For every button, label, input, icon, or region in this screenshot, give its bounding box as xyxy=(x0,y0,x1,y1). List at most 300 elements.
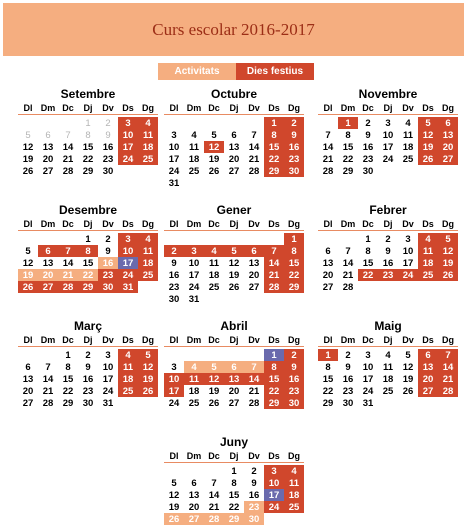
day-cell: 13 xyxy=(228,141,240,153)
day-cell: 23 xyxy=(168,281,180,293)
day-cell: 7 xyxy=(45,361,51,373)
day-cell: 28 xyxy=(58,281,78,293)
day-cell: 8 xyxy=(365,245,371,257)
day-cell: 14 xyxy=(208,489,220,501)
weekday-label: Dm xyxy=(340,103,356,113)
day-cell: 22 xyxy=(78,269,98,281)
month-5 xyxy=(318,202,458,293)
day-cell: 16 xyxy=(342,373,354,385)
day-cell: 23 xyxy=(284,385,304,397)
day-cell: 18 xyxy=(138,141,158,153)
day-cell: 31 xyxy=(102,397,114,409)
day-cell: 19 xyxy=(418,141,438,153)
day-cell: 11 xyxy=(184,373,204,385)
day-cell: 17 xyxy=(188,269,200,281)
month-title: Juny xyxy=(219,435,248,449)
day-cell: 23 xyxy=(244,501,264,513)
day-cell: 19 xyxy=(138,373,158,385)
day-cell: 3 xyxy=(118,117,138,129)
day-cell: 5 xyxy=(25,245,31,257)
day-cell: 16 xyxy=(82,373,94,385)
weekday-label: Dj xyxy=(229,451,239,461)
empty-cell xyxy=(184,465,204,477)
weekday-label: Dc xyxy=(62,219,74,229)
weekday-label: Dg xyxy=(142,219,154,229)
day-cell: 1 xyxy=(264,117,284,129)
weekday-label: Ds xyxy=(422,103,434,113)
empty-cell xyxy=(264,233,284,245)
tab-dies-festius[interactable]: Dies festius xyxy=(236,63,314,80)
weekday-label: Dj xyxy=(383,103,393,113)
day-cell: 18 xyxy=(138,257,158,269)
empty-cell xyxy=(338,233,358,245)
day-cell: 27 xyxy=(438,153,458,165)
day-cell: 17 xyxy=(118,257,138,269)
day-cell: 30 xyxy=(102,165,114,177)
weekday-label: Ds xyxy=(122,103,134,113)
day-cell: 26 xyxy=(18,281,38,293)
month-title: Abril xyxy=(220,319,248,333)
day-cell: 20 xyxy=(228,153,240,165)
weekday-label: Ds xyxy=(268,451,280,461)
day-cell: 15 xyxy=(228,489,240,501)
weekday-label: Dl xyxy=(323,335,333,345)
day-cell: 8 xyxy=(264,361,284,373)
day-cell: 30 xyxy=(98,281,118,293)
day-cell: 27 xyxy=(418,385,438,397)
day-cell: 10 xyxy=(188,257,200,269)
day-cell: 11 xyxy=(402,129,414,141)
page-title: Curs escolar 2016-2017 xyxy=(152,19,315,39)
empty-cell xyxy=(58,117,78,129)
day-cell: 22 xyxy=(82,153,94,165)
day-cell: 25 xyxy=(188,397,200,409)
weekday-label: Dl xyxy=(169,335,179,345)
weekday-label: Dc xyxy=(362,219,374,229)
weekday-label: Dl xyxy=(23,335,33,345)
day-cell: 6 xyxy=(191,477,197,489)
day-cell: 15 xyxy=(82,141,94,153)
day-cell: 13 xyxy=(22,373,34,385)
day-cell: 21 xyxy=(208,501,220,513)
day-cell: 13 xyxy=(42,257,54,269)
weekday-label: Dg xyxy=(288,103,300,113)
day-cell: 8 xyxy=(264,129,284,141)
day-cell: 20 xyxy=(22,385,34,397)
day-cell: 5 xyxy=(224,245,244,257)
weekday-header xyxy=(18,334,158,347)
day-cell: 20 xyxy=(42,153,54,165)
day-cell: 6 xyxy=(244,245,264,257)
day-cell: 19 xyxy=(22,153,34,165)
day-cell: 15 xyxy=(322,373,334,385)
weekday-label: Dl xyxy=(323,103,333,113)
month-4 xyxy=(164,202,304,305)
day-cell: 12 xyxy=(168,489,180,501)
month-title: Maig xyxy=(374,319,402,333)
day-cell: 13 xyxy=(438,129,458,141)
day-cell: 22 xyxy=(342,153,354,165)
day-cell: 28 xyxy=(322,165,334,177)
day-cell: 2 xyxy=(164,245,184,257)
day-cell: 24 xyxy=(168,397,180,409)
month-7 xyxy=(164,318,304,409)
day-cell: 2 xyxy=(85,349,91,361)
day-grid xyxy=(318,349,458,409)
day-cell: 12 xyxy=(418,129,438,141)
day-cell: 15 xyxy=(82,257,94,269)
day-cell: 14 xyxy=(62,257,74,269)
day-cell: 16 xyxy=(248,489,260,501)
empty-cell xyxy=(18,233,38,245)
day-cell: 14 xyxy=(342,257,354,269)
weekday-label: Dl xyxy=(169,103,179,113)
weekday-label: Dm xyxy=(186,451,202,461)
day-cell: 31 xyxy=(362,397,374,409)
weekday-label: Dl xyxy=(169,219,179,229)
day-cell: 1 xyxy=(85,233,91,245)
day-cell: 11 xyxy=(138,129,158,141)
day-cell: 17 xyxy=(382,141,394,153)
day-cell: 3 xyxy=(184,245,204,257)
day-cell: 25 xyxy=(138,153,158,165)
day-cell: 10 xyxy=(362,361,374,373)
day-cell: 15 xyxy=(264,141,284,153)
weekday-label: Ds xyxy=(422,335,434,345)
day-cell: 1 xyxy=(365,233,371,245)
day-cell: 18 xyxy=(188,385,200,397)
weekday-label: Dc xyxy=(208,103,220,113)
day-cell: 2 xyxy=(284,349,304,361)
empty-cell xyxy=(204,349,224,361)
day-cell: 17 xyxy=(264,489,284,501)
day-cell: 21 xyxy=(438,373,458,385)
day-grid xyxy=(18,233,158,293)
empty-cell xyxy=(164,233,184,245)
day-cell: 12 xyxy=(204,373,224,385)
day-cell: 14 xyxy=(248,141,260,153)
day-cell: 19 xyxy=(228,269,240,281)
day-cell: 26 xyxy=(402,385,414,397)
weekday-header xyxy=(164,102,304,115)
month-title: Desembre xyxy=(58,203,118,217)
day-cell: 17 xyxy=(362,373,374,385)
day-cell: 28 xyxy=(248,165,260,177)
day-cell: 17 xyxy=(168,153,180,165)
day-cell: 1 xyxy=(284,233,304,245)
day-cell: 22 xyxy=(264,385,284,397)
weekday-label: Dl xyxy=(323,219,333,229)
day-cell: 18 xyxy=(418,257,438,269)
day-cell: 10 xyxy=(264,477,284,489)
day-cell: 20 xyxy=(228,385,240,397)
weekday-label: Dj xyxy=(229,103,239,113)
weekday-label: Dm xyxy=(340,219,356,229)
day-cell: 15 xyxy=(284,257,304,269)
day-cell: 21 xyxy=(342,269,354,281)
day-cell: 13 xyxy=(224,373,244,385)
weekday-label: Ds xyxy=(268,219,280,229)
day-cell: 2 xyxy=(385,233,391,245)
day-grid xyxy=(164,117,304,189)
weekday-label: Dj xyxy=(383,219,393,229)
day-cell: 5 xyxy=(25,129,31,141)
day-cell: 27 xyxy=(38,281,58,293)
weekday-label: Dv xyxy=(402,335,414,345)
weekday-label: Dc xyxy=(362,103,374,113)
day-cell: 4 xyxy=(118,349,138,361)
day-cell: 5 xyxy=(138,349,158,361)
day-cell: 11 xyxy=(208,257,220,269)
day-cell: 18 xyxy=(382,373,394,385)
day-cell: 6 xyxy=(231,129,237,141)
weekday-label: Dg xyxy=(442,335,454,345)
weekday-label: Dc xyxy=(62,335,74,345)
empty-cell xyxy=(224,117,244,129)
day-cell: 20 xyxy=(438,141,458,153)
day-cell: 13 xyxy=(322,257,334,269)
day-cell: 16 xyxy=(102,141,114,153)
weekday-label: Dv xyxy=(248,335,260,345)
weekday-label: Ds xyxy=(122,219,134,229)
day-cell: 22 xyxy=(62,385,74,397)
day-cell: 12 xyxy=(438,245,458,257)
weekday-label: Dv xyxy=(248,451,260,461)
day-cell: 26 xyxy=(208,397,220,409)
day-cell: 7 xyxy=(211,477,217,489)
weekday-label: Dm xyxy=(40,103,56,113)
day-cell: 24 xyxy=(382,153,394,165)
empty-cell xyxy=(244,117,264,129)
month-title: Octubre xyxy=(210,87,257,101)
day-cell: 27 xyxy=(228,397,240,409)
day-cell: 10 xyxy=(402,245,414,257)
day-cell: 12 xyxy=(22,257,34,269)
weekday-label: Dv xyxy=(102,103,114,113)
day-cell: 16 xyxy=(284,141,304,153)
day-cell: 29 xyxy=(284,281,304,293)
day-cell: 1 xyxy=(85,117,91,129)
empty-cell xyxy=(184,349,204,361)
day-cell: 22 xyxy=(264,153,284,165)
day-cell: 25 xyxy=(208,281,220,293)
weekday-label: Dm xyxy=(40,335,56,345)
day-cell: 28 xyxy=(264,281,284,293)
day-cell: 18 xyxy=(284,489,304,501)
empty-cell xyxy=(38,233,58,245)
day-cell: 30 xyxy=(284,397,304,409)
day-cell: 5 xyxy=(204,361,224,373)
day-cell: 28 xyxy=(62,165,74,177)
day-cell: 30 xyxy=(168,293,180,305)
day-cell: 9 xyxy=(365,129,371,141)
weekday-label: Dv xyxy=(248,219,260,229)
day-cell: 12 xyxy=(228,257,240,269)
weekday-label: Dj xyxy=(229,219,239,229)
day-cell: 29 xyxy=(62,397,74,409)
weekday-label: Dv xyxy=(102,335,114,345)
weekday-header xyxy=(18,102,158,115)
weekday-header xyxy=(318,334,458,347)
day-cell: 11 xyxy=(188,141,200,153)
weekday-label: Dg xyxy=(142,335,154,345)
day-cell: 24 xyxy=(362,385,374,397)
day-cell: 29 xyxy=(264,165,284,177)
day-cell: 17 xyxy=(102,373,114,385)
day-cell: 9 xyxy=(251,477,257,489)
weekday-label: Dm xyxy=(40,219,56,229)
weekday-header xyxy=(18,218,158,231)
day-cell: 12 xyxy=(22,141,34,153)
weekday-header xyxy=(318,218,458,231)
day-cell: 22 xyxy=(284,269,304,281)
day-cell: 31 xyxy=(168,177,180,189)
day-cell: 23 xyxy=(102,153,114,165)
weekday-label: Ds xyxy=(422,219,434,229)
day-cell: 27 xyxy=(184,513,204,525)
day-cell: 31 xyxy=(118,281,138,293)
weekday-label: Dj xyxy=(83,103,93,113)
day-cell: 3 xyxy=(171,361,177,373)
day-grid xyxy=(164,349,304,409)
empty-cell xyxy=(204,465,224,477)
day-cell: 6 xyxy=(224,361,244,373)
day-cell: 19 xyxy=(168,501,180,513)
day-cell: 13 xyxy=(418,361,438,373)
day-cell: 6 xyxy=(38,245,58,257)
day-cell: 29 xyxy=(78,281,98,293)
day-cell: 15 xyxy=(62,373,74,385)
day-cell: 27 xyxy=(228,165,240,177)
day-cell: 17 xyxy=(118,141,138,153)
day-cell: 26 xyxy=(22,165,34,177)
day-cell: 21 xyxy=(248,153,260,165)
day-cell: 16 xyxy=(168,269,180,281)
weekday-label: Dg xyxy=(288,335,300,345)
day-grid xyxy=(164,233,304,305)
day-cell: 10 xyxy=(168,141,180,153)
day-cell: 12 xyxy=(204,141,224,153)
weekday-label: Dv xyxy=(102,219,114,229)
day-cell: 8 xyxy=(325,361,331,373)
day-cell: 9 xyxy=(171,257,177,269)
day-cell: 5 xyxy=(171,477,177,489)
day-cell: 26 xyxy=(138,385,158,397)
empty-cell xyxy=(244,233,264,245)
day-cell: 8 xyxy=(231,477,237,489)
weekday-label: Dc xyxy=(362,335,374,345)
day-cell: 26 xyxy=(438,269,458,281)
day-cell: 19 xyxy=(208,385,220,397)
day-cell: 2 xyxy=(345,349,351,361)
day-cell: 16 xyxy=(98,257,118,269)
day-cell: 25 xyxy=(138,269,158,281)
day-cell: 25 xyxy=(284,501,304,513)
day-cell: 20 xyxy=(38,269,58,281)
day-cell: 11 xyxy=(382,361,394,373)
day-cell: 18 xyxy=(402,141,414,153)
day-cell: 6 xyxy=(25,361,31,373)
day-cell: 14 xyxy=(322,141,334,153)
month-title: Setembre xyxy=(60,87,116,101)
day-cell: 4 xyxy=(191,129,197,141)
day-cell: 6 xyxy=(325,245,331,257)
empty-cell xyxy=(184,233,204,245)
tab-bar xyxy=(158,63,314,80)
day-cell: 9 xyxy=(85,361,91,373)
weekday-label: Dc xyxy=(208,451,220,461)
day-cell: 19 xyxy=(438,257,458,269)
day-cell: 29 xyxy=(82,165,94,177)
month-title: Novembre xyxy=(358,87,418,101)
month-1 xyxy=(164,86,304,189)
day-cell: 7 xyxy=(65,129,71,141)
empty-cell xyxy=(58,233,78,245)
day-cell: 4 xyxy=(204,245,224,257)
day-cell: 15 xyxy=(264,373,284,385)
weekday-label: Dm xyxy=(186,219,202,229)
weekday-label: Ds xyxy=(268,335,280,345)
day-cell: 4 xyxy=(184,361,204,373)
weekday-label: Dg xyxy=(442,219,454,229)
day-cell: 21 xyxy=(58,269,78,281)
month-8 xyxy=(318,318,458,409)
day-cell: 16 xyxy=(284,373,304,385)
day-cell: 20 xyxy=(188,501,200,513)
day-cell: 30 xyxy=(244,513,264,525)
day-cell: 2 xyxy=(284,117,304,129)
day-cell: 7 xyxy=(251,129,257,141)
empty-cell xyxy=(184,117,204,129)
day-cell: 2 xyxy=(105,117,111,129)
weekday-header xyxy=(164,218,304,231)
day-cell: 4 xyxy=(385,349,391,361)
tab-activitats[interactable]: Activitats xyxy=(158,63,236,80)
day-cell: 13 xyxy=(248,257,260,269)
day-cell: 24 xyxy=(118,153,138,165)
day-cell: 6 xyxy=(45,129,51,141)
day-cell: 3 xyxy=(171,129,177,141)
day-cell: 28 xyxy=(248,397,260,409)
day-cell: 9 xyxy=(105,245,111,257)
day-cell: 27 xyxy=(322,281,334,293)
day-cell: 31 xyxy=(188,293,200,305)
day-cell: 1 xyxy=(231,465,237,477)
weekday-label: Dm xyxy=(186,103,202,113)
day-cell: 23 xyxy=(284,153,304,165)
day-cell: 29 xyxy=(322,397,334,409)
page-header xyxy=(3,3,464,56)
weekday-header xyxy=(164,450,304,463)
day-cell: 22 xyxy=(322,385,334,397)
day-cell: 17 xyxy=(164,385,184,397)
empty-cell xyxy=(38,349,58,361)
day-cell: 23 xyxy=(98,269,118,281)
day-cell: 24 xyxy=(188,281,200,293)
day-cell: 7 xyxy=(345,245,351,257)
day-cell: 5 xyxy=(211,129,217,141)
day-cell: 3 xyxy=(365,349,371,361)
day-cell: 5 xyxy=(438,233,458,245)
day-cell: 5 xyxy=(418,117,438,129)
day-cell: 26 xyxy=(208,165,220,177)
day-cell: 27 xyxy=(248,281,260,293)
weekday-label: Ds xyxy=(122,335,134,345)
day-cell: 9 xyxy=(284,129,304,141)
day-cell: 16 xyxy=(382,257,394,269)
weekday-header xyxy=(318,102,458,115)
day-cell: 14 xyxy=(438,361,458,373)
